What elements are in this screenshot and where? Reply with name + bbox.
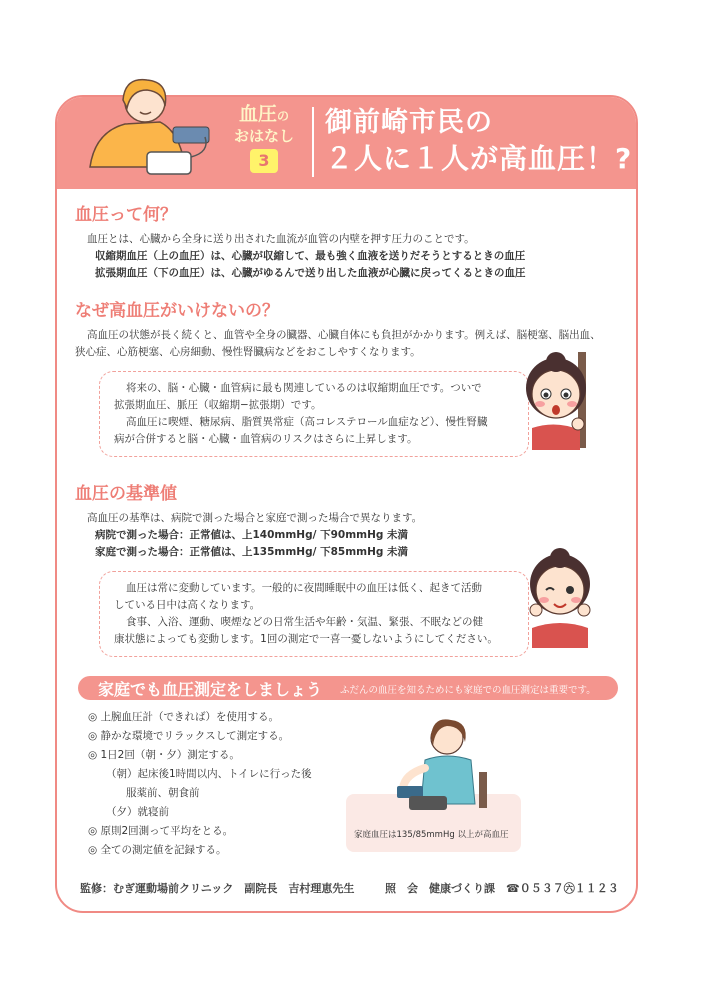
badge-subtitle: おはなし [233, 127, 294, 145]
woman-measuring-illustration [395, 712, 505, 812]
systolic-def: 収縮期血圧（上の血圧）は、心臓が収縮して、最も強く血液を送りだそうとするときの血圧 [95, 250, 526, 262]
title-line-2: ２人に１人が高血圧！? [325, 142, 633, 175]
woman-bp-illustration [85, 72, 225, 182]
section2-body-1: 高血圧の状態が長く続くと、血管や全身の臓器、心臓自体にも負担がかかります。例えば、脳梗塞、脳出血、 [87, 329, 601, 341]
info-box-2-line-2: している日中は高くなります。 [114, 599, 261, 611]
badge-title-suffix: の [277, 109, 290, 123]
home-bp-note: 家庭血圧は135/85mmHg 以上が高血圧 [354, 830, 509, 840]
info-box-2 [99, 571, 529, 657]
list-item: （朝）起床後1時間以内、トイレに行った後 [106, 768, 312, 780]
section2-body-2: 狭心症、心筋梗塞、心房細動、慢性腎臓病などをおこしやすくなります。 [75, 346, 421, 358]
footer [80, 880, 620, 896]
info-box-1-line-4: 病が合併すると脳・心臓・血管病のリスクはさらに上昇します。 [114, 433, 418, 445]
list-item: ◎ 全ての測定値を記録する。 [88, 844, 227, 856]
info-box-1-line-1: 将来の、脳・心臓・血管病に最も関連しているのは収縮期血圧です。ついで [126, 382, 482, 394]
badge-title: 血圧 [238, 103, 277, 125]
info-box-1-line-3: 高血圧に喫煙、糖尿病、脂質異常症（高コレステロール血症など）、慢性腎臓 [126, 416, 488, 428]
list-item: ◎ 1日2回（朝・夕）測定する。 [88, 749, 240, 761]
info-box-2-line-3: 食事、入浴、運動、喫煙などの日常生活や年齢・気温、緊張、不眠などの健 [126, 616, 483, 628]
list-item: ◎ 静かな環境でリラックスして測定する。 [88, 730, 290, 742]
info-box-2-line-4: 康状態によっても変動します。1回の測定で一喜一憂しないようにしてください。 [114, 633, 498, 645]
home-measurement-banner [78, 676, 618, 700]
header-divider [312, 107, 314, 177]
list-item: ◎ 原則2回測って平均をとる。 [88, 825, 234, 837]
info-box-1 [99, 371, 529, 457]
banner-subtitle: ふだんの血圧を知るためにも家庭での血圧測定は重要です。 [340, 685, 596, 696]
section-title-what: 血圧って何？ [75, 205, 177, 225]
section3-intro: 高血圧の基準は、病院で測った場合と家庭で測った場合で異なります。 [87, 512, 423, 524]
measurement-list [88, 708, 312, 860]
hospital-standard: 病院で測った場合：正常値は、上140mmHg/ 下90mmHg 未満 [95, 529, 409, 541]
contact-info: 照 会 健康づくり課 ☎０５３７㊅１１２３ [385, 882, 619, 895]
supervisor-credit: 監修：むぎ運動場前クリニック 副院長 吉村理恵先生 [80, 882, 355, 895]
list-item: ◎ 上腕血圧計（できれば）を使用する。 [88, 711, 279, 723]
home-standard: 家庭で測った場合：正常値は、上135mmHg/ 下85mmHg 未満 [95, 546, 409, 558]
worried-girl-illustration [520, 350, 600, 450]
badge-number: 3 [250, 149, 278, 173]
info-box-2-line-1: 血圧は常に変動しています。一般的に夜間睡眠中の血圧は低く、起きて活動 [126, 582, 482, 594]
diastolic-def: 拡張期血圧（下の血圧）は、心臓がゆるんで送り出した血液が心臓に戻ってくるときの血圧 [95, 267, 526, 279]
happy-girl-illustration [522, 548, 600, 648]
page-title [325, 105, 632, 177]
list-item: 服薬前、朝食前 [126, 787, 200, 799]
banner-title: 家庭でも血圧測定をしましょう [98, 680, 323, 699]
series-badge [225, 99, 303, 183]
info-box-1-line-2: 拡張期血圧、脈圧（収縮期−拡張期）です。 [114, 399, 322, 411]
title-line-1: 御前崎市民の [325, 107, 493, 138]
section-title-why: なぜ高血圧がいけないの？ [75, 301, 279, 321]
section-title-standard: 血圧の基準値 [75, 484, 177, 504]
section1-intro: 血圧とは、心臓から全身に送り出された血流が血管の内壁を押す圧力のことです。 [87, 233, 475, 245]
list-item: （夕）就寝前 [106, 806, 169, 818]
